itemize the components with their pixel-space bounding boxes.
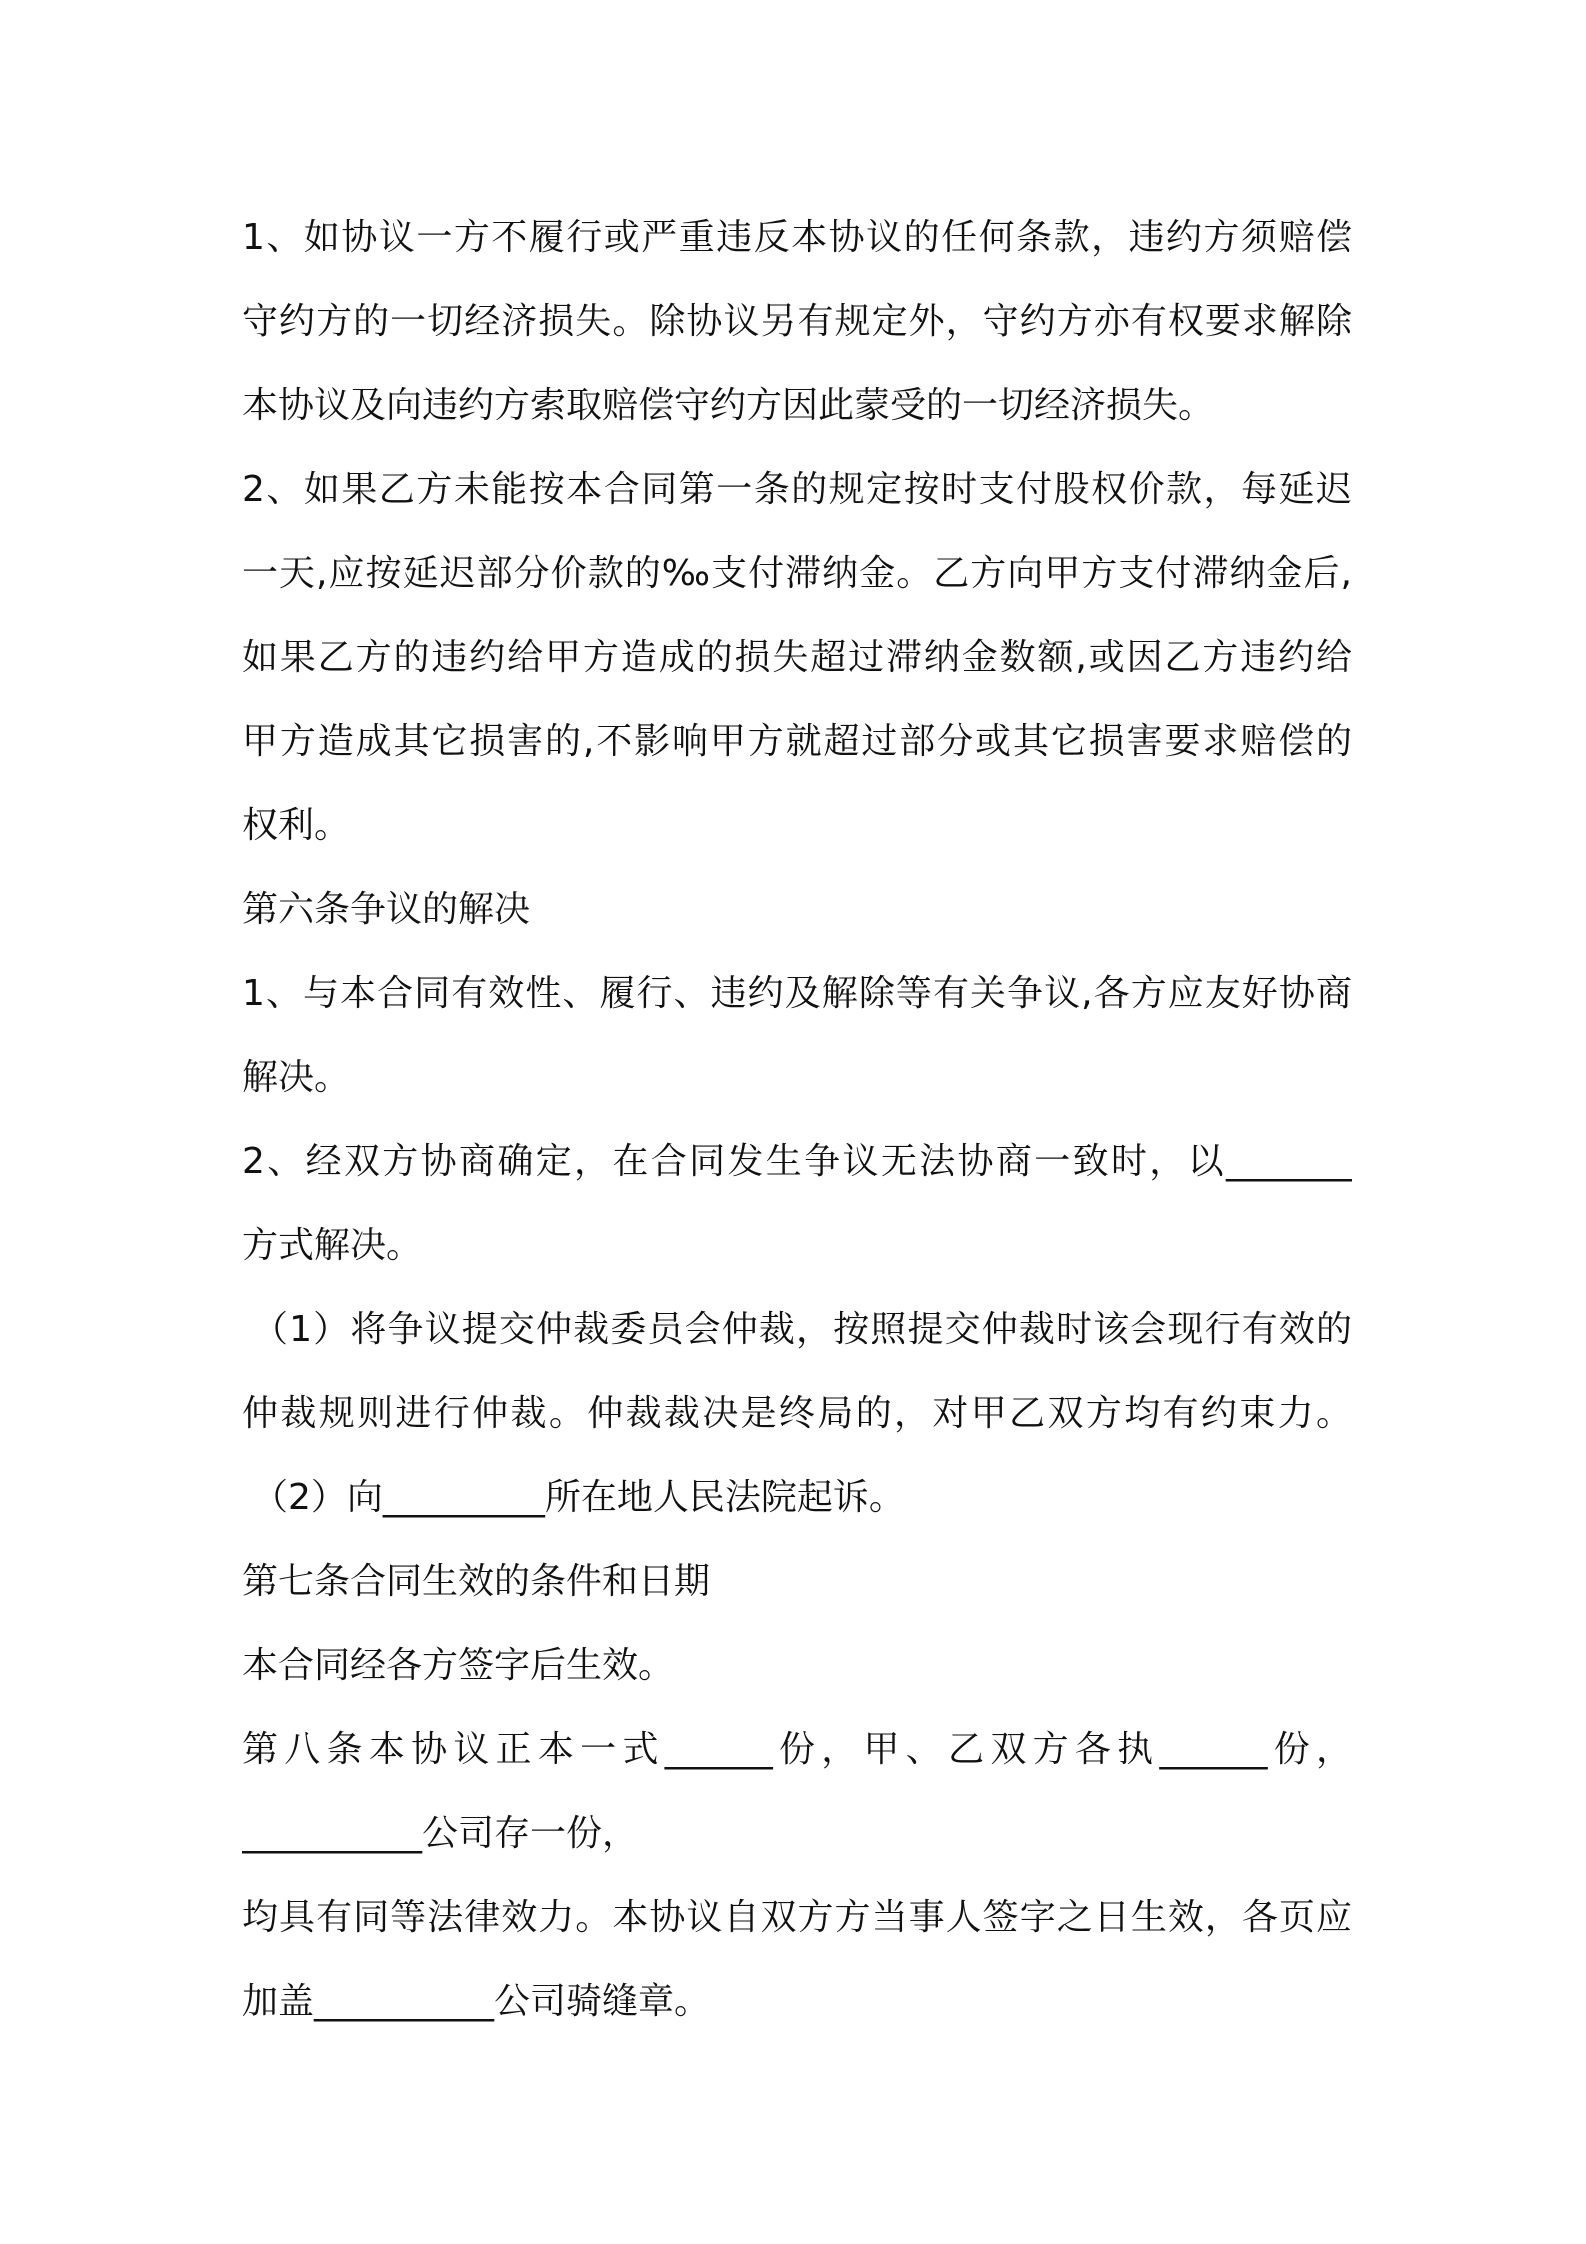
section-heading: 第八条本协议正本一式______份，甲、乙双方各执______份， [242,1729,1352,1770]
document-body [242,196,1352,2044]
paragraph-line: 本合同经各方签字后生效。 [242,1645,675,1686]
paragraph-line: （1）将争议提交仲裁委员会仲裁，按照提交仲裁时该会现行有效的 [252,1309,1352,1350]
paragraph-line: 解决。 [242,1057,351,1098]
paragraph-line: （2）向_________所在地人民法院起诉。 [252,1477,905,1518]
paragraph-line: 1、如协议一方不履行或严重违反本协议的任何条款，违约方须赔偿 [242,217,1352,258]
paragraph-line: 本协议及向违约方索取赔偿守约方因此蒙受的一切经济损失。 [242,385,1215,426]
section-heading: 第六条争议的解决 [242,889,531,930]
paragraph-line: 权利。 [242,805,351,846]
section-heading: 第七条合同生效的条件和日期 [242,1561,711,1602]
paragraph-line: 均具有同等法律效力。本协议自双方方当事人签字之日生效，各页应 [242,1897,1352,1938]
paragraph-line: 2、经双方协商确定，在合同发生争议无法协商一致时，以_______ [242,1141,1352,1182]
paragraph-line: 方式解决。 [242,1225,423,1266]
paragraph-line: 1、与本合同有效性、履行、违约及解除等有关争议,各方应友好协商 [242,973,1352,1014]
paragraph-line: 守约方的一切经济损失。除协议另有规定外，守约方亦有权要求解除 [242,301,1352,342]
paragraph-line: 甲方造成其它损害的,不影响甲方就超过部分或其它损害要求赔偿的 [242,721,1352,762]
paragraph-line: 如果乙方的违约给甲方造成的损失超过滞纳金数额,或因乙方违约给 [242,637,1352,678]
paragraph-line: 仲裁规则进行仲裁。仲裁裁决是终局的，对甲乙双方均有约束力。 [242,1393,1352,1434]
paragraph-line: 加盖__________公司骑缝章。 [242,1981,711,2022]
paragraph-line: __________公司存一份， [242,1813,639,1854]
paragraph-line: 一天,应按延迟部分价款的‰支付滞纳金。乙方向甲方支付滞纳金后, [242,553,1352,594]
paragraph-line: 2、如果乙方未能按本合同第一条的规定按时支付股权价款，每延迟 [242,469,1352,510]
